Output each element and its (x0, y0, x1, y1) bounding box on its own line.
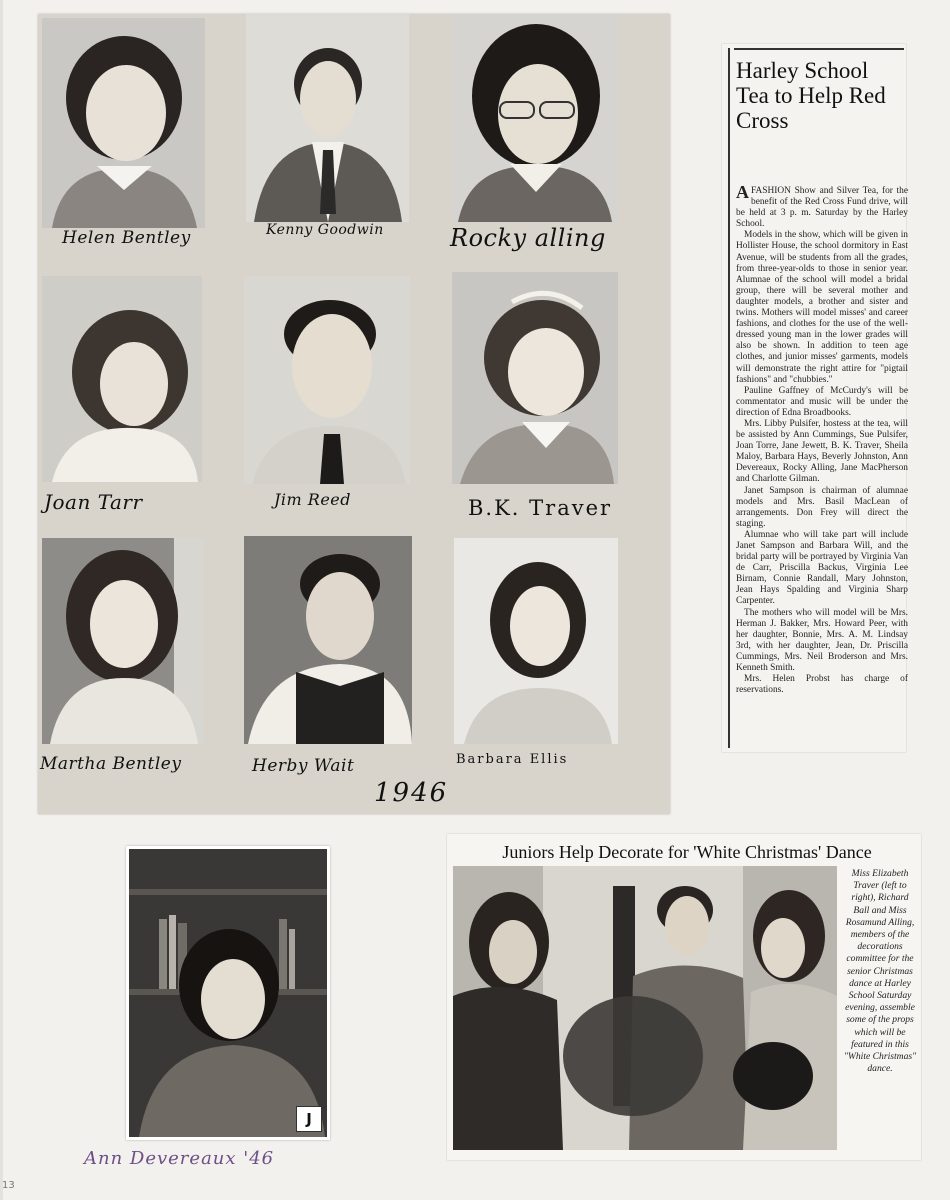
portrait-signature: Kenny Goodwin (266, 222, 384, 238)
portrait-signature: Helen Bentley (62, 228, 191, 248)
portrait-signature: Martha Bentley (40, 754, 182, 774)
portrait-board (38, 14, 670, 814)
clipping-headline: Juniors Help Decorate for 'White Christmas' Dance (502, 842, 872, 862)
clipping-paragraph: Mrs. Helen Probst has charge of reservations. (736, 674, 908, 696)
dropcap: A (736, 182, 749, 202)
portrait-photo (244, 536, 412, 744)
newspaper-clipping-tea (722, 44, 906, 752)
clipping-paragraph: Alumnae who will take part will include Janet Sampson and Barbara Will, and the bridal party will be portrayed by Virginia Van de Carr, Priscilla Backus, Virginia Lee Birnam, Connie Randall, Mary Johnston, Jean Hays Spalding and Virginia Sharp Carpenter. (736, 529, 908, 607)
portrait-photo (42, 18, 205, 228)
year-label: 1946 (374, 778, 449, 808)
portrait-frame (244, 276, 410, 484)
portrait-photo (246, 14, 409, 222)
clipping-paragraph: Pauline Gaffney of McCurdy's will be commentator and music will be under the direction of Edna Broadbooks. (736, 385, 908, 418)
clipping-body (736, 182, 908, 696)
portrait-photo (454, 538, 618, 744)
solo-portrait-frame (126, 846, 330, 1140)
portrait-photo (244, 276, 410, 484)
portrait-photo (452, 272, 618, 484)
portrait-signature: Rocky alling (450, 224, 606, 252)
portrait-frame (42, 538, 204, 744)
portrait-frame (452, 14, 618, 222)
letter-badge: J (296, 1106, 322, 1132)
portrait-frame (246, 14, 409, 222)
portrait-frame (42, 276, 202, 482)
clipping-paragraph: Janet Sampson is chairman of alumnae models and Mrs. Basil MacLean of arrangements. Don Frey will direct the staging. (736, 485, 908, 529)
clipping-photo (453, 866, 837, 1150)
solo-portrait-caption: Ann Devereaux '46 (84, 1148, 275, 1169)
page-number: 13 (2, 1180, 15, 1191)
solo-portrait-photo (129, 849, 327, 1137)
portrait-frame (452, 272, 618, 484)
portrait-signature: Joan Tarr (44, 490, 143, 514)
portrait-photo (452, 14, 618, 222)
clipping-paragraph: FASHION Show and Silver Tea, for the benefit of the Red Cross Fund drive, will be held at 3 p. m. Saturday by the Harley School. (736, 186, 908, 230)
portrait-signature: Barbara Ellis (456, 752, 569, 767)
portrait-photo (42, 276, 202, 482)
column-rule (734, 48, 904, 50)
portrait-frame (244, 536, 412, 744)
newspaper-clipping-dance (447, 834, 921, 1160)
clipping-paragraph: Models in the show, which will be given in Hollister House, the school dormitory in East Avenue, will be students from all the grades, from three-year-olds to those in senior year. Alumnae of the school will model a bridal group, there will be several mother and daughter models, a brother and sister and twins. Mothers will model misses' and career fashions, and clothes for the use of the well-dressed young man in the lower grades will also be shown. In addition to teen age clothes, and junior misses' garments, models will demonstrate the right attire for "pigtail fashions" and "chubbies." (736, 230, 908, 385)
portrait-frame (454, 538, 618, 744)
portrait-signature: Herby Wait (252, 756, 355, 776)
clipping-caption: Miss Elizabeth Traver (left to right), Richard Ball and Miss Rosamund Alling, members of the decorations committee for the senior Christmas dance at Harley School Saturday evening, assemble some of the props which will be featured in this "White Christmas" dance. (843, 868, 917, 1075)
clipping-paragraph: Mrs. Libby Pulsifer, hostess at the tea, will be assisted by Ann Cummings, Sue Pulsifer, Joan Torre, Jane Jewett, B. K. Traver, Sheila Maloy, Barbara Hays, Beverly Johnston, Ann Devereaux, Rocky Alling, Jane MacPherson and Charlotte Gilman. (736, 418, 908, 485)
portrait-signature: Jim Reed (274, 490, 352, 509)
clipping-paragraph: The mothers who will model will be Mrs. Herman J. Bakker, Mrs. Howard Peer, with her daughter, Bonnie, Mrs. A. M. Lindsay 3rd, with her daughter, Jean, Dr. Priscilla Cummings, Mrs. Neil Broderson and Mrs. Kenneth Smith. (736, 607, 908, 674)
portrait-photo (42, 538, 204, 744)
portrait-signature: B.K. Traver (468, 496, 613, 520)
clipping-headline: Harley School Tea to Help Red Cross (736, 58, 886, 133)
column-rule (728, 48, 730, 748)
portrait-frame (42, 18, 205, 228)
